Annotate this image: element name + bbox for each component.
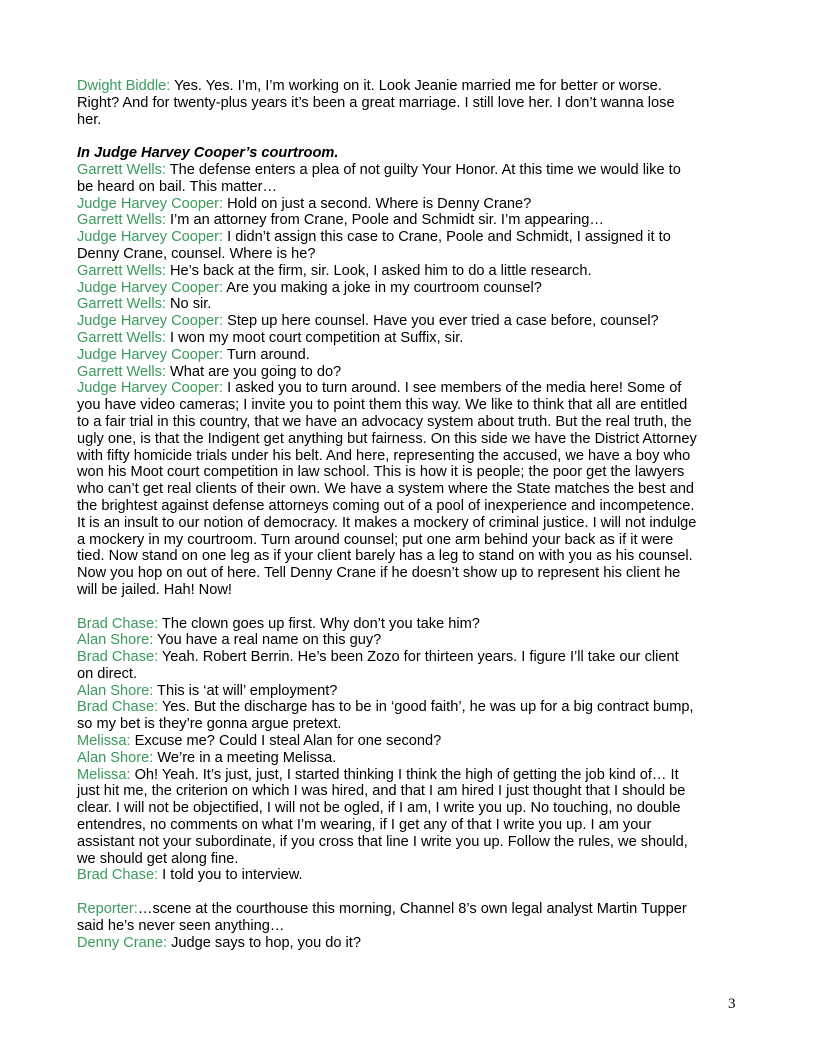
speaker-name: Brad Chase:: [77, 699, 159, 716]
speaker-name: Alan Shore:: [77, 632, 154, 649]
dialogue-line: [77, 867, 697, 884]
speaker-name: Melissa:: [77, 733, 131, 750]
dialogue-text: I’m an attorney from Crane, Poole and Schmidt sir. I’m appearing…: [165, 212, 604, 229]
dialogue-text: I asked you to turn around. I see members of the media here! Some of you have video cameras; I invite you to point them this way. We like to think that all are entitled to a fair trial in this country, that we have an advocacy system about truth. But the real truth, the ugly one, is that the Indigent get anything but fairness. On this side we have the District Attorney with fifty homicide trials under his belt. And here, representing the accused, we have a boy who won his Moot court competition in law school. This is how it is people; the poor get the lawyers who can’t get real clients of their own. We have a system where the State matches the best and the brightest against defense attorneys coming out of a pool of inexperience and incompetence. It is an insult to our notion of democracy. It makes a mockery of criminal justice. I will not indulge a mockery in my courtroom. Turn around counsel; put one arm behind your back as if it were tied. Now stand on one leg as if your client barely has a leg to stand on with you as his counsel. Now you hop on out of here. Tell Denny Crane if he doesn’t show up to represent his client he will be jailed. Hah! Now!: [77, 380, 697, 598]
speaker-name: Brad Chase:: [77, 649, 159, 666]
dialogue-text: I told you to interview.: [158, 867, 303, 884]
paragraph-gap: [77, 599, 697, 616]
speaker-name: Judge Harvey Cooper:: [77, 229, 224, 246]
dialogue-line: [77, 313, 697, 330]
dialogue-text: Hold on just a second. Where is Denny Crane?: [223, 195, 532, 212]
dialogue-text: Judge says to hop, you do it?: [167, 934, 361, 951]
speaker-name: Garrett Wells:: [77, 262, 166, 279]
dialogue-text: The clown goes up first. Why don’t you take him?: [158, 615, 480, 632]
dialogue-text: He’s back at the firm, sir. Look, I asked him to do a little research.: [165, 262, 592, 279]
dialogue-line: [77, 699, 697, 733]
dialogue-line: [77, 380, 697, 598]
speaker-name: Garrett Wells:: [77, 329, 166, 346]
speaker-name: Alan Shore:: [77, 682, 154, 699]
dialogue-text: …scene at the courthouse this morning, Channel 8’s own legal analyst Martin Tupper said he’s never seen anything…: [77, 901, 687, 934]
dialogue-text: I didn’t assign this case to Crane, Poole and Schmidt, I assigned it to Denny Crane, counsel. Where is he?: [77, 229, 671, 262]
dialogue-text: What are you going to do?: [165, 363, 342, 380]
dialogue-text: This is ‘at will’ employment?: [153, 682, 338, 699]
dialogue-line: [77, 196, 697, 213]
speaker-name: Garrett Wells:: [77, 161, 166, 178]
speaker-name: Brad Chase:: [77, 615, 159, 632]
scene-heading: In Judge Harvey Cooper’s courtroom.: [77, 145, 339, 162]
dialogue-line: [77, 78, 697, 128]
dialogue-line: [77, 347, 697, 364]
dialogue-line: [77, 616, 697, 633]
speaker-name: Garrett Wells:: [77, 296, 166, 313]
speaker-name: Garrett Wells:: [77, 363, 166, 380]
dialogue-text: I won my moot court competition at Suffix, sir.: [165, 329, 464, 346]
speaker-name: Melissa:: [77, 766, 131, 783]
speaker-name: Judge Harvey Cooper:: [77, 380, 224, 397]
dialogue-text: Yeah. Robert Berrin. He’s been Zozo for thirteen years. I figure I’ll take our client on direct.: [77, 649, 679, 682]
dialogue-line: [77, 750, 697, 767]
speaker-name: Dwight Biddle:: [77, 78, 171, 94]
dialogue-line: [77, 280, 697, 297]
dialogue-text: No sir.: [165, 296, 212, 313]
dialogue-text: We’re in a meeting Melissa.: [153, 749, 337, 766]
dialogue-line: [77, 649, 697, 683]
dialogue-line: [77, 935, 697, 952]
speaker-name: Garrett Wells:: [77, 212, 166, 229]
dialogue-line: [77, 229, 697, 263]
dialogue-text: Turn around.: [223, 346, 310, 363]
dialogue-text: You have a real name on this guy?: [153, 632, 382, 649]
dialogue-text: The defense enters a plea of not guilty Your Honor. At this time we would like to be heard on bail. This matter…: [77, 161, 681, 195]
dialogue-line: [77, 296, 697, 313]
speaker-name: Judge Harvey Cooper:: [77, 195, 224, 212]
dialogue-text: Yes. But the discharge has to be in ‘good faith’, he was up for a big contract bump, so my bet is they’re gonna argue pretext.: [77, 699, 694, 733]
dialogue-line: [77, 330, 697, 347]
dialogue-line: [77, 632, 697, 649]
paragraph-gap: [77, 884, 697, 901]
dialogue-line: [77, 212, 697, 229]
speaker-name: Alan Shore:: [77, 749, 154, 766]
speaker-name: Brad Chase:: [77, 867, 159, 884]
dialogue-text: Excuse me? Could I steal Alan for one second?: [130, 733, 442, 750]
speaker-name: Judge Harvey Cooper:: [77, 346, 224, 363]
dialogue-text: Oh! Yeah. It’s just, just, I started thinking I think the high of getting the job kind of… It just hit me, the criterion on which I was hired, and that I am hired I just thought that I should be clear. I will not be objectified, I will not be ogled, if I am, I write you up. No touching, no double entendres, no comments on what I’m wearing, if I get any of that I write you up. I am your assistant not your subordinate, if you cross that line I write you up. Follow the rules, we should, we should get along fine.: [77, 766, 688, 867]
paragraph-gap: [77, 128, 697, 145]
transcript-body: [77, 78, 697, 951]
dialogue-line: [77, 733, 697, 750]
speaker-name: Judge Harvey Cooper:: [77, 313, 224, 330]
dialogue-line: [77, 683, 697, 700]
dialogue-line: [77, 162, 697, 196]
dialogue-text: Step up here counsel. Have you ever tried a case before, counsel?: [223, 313, 659, 330]
page-number: 3: [728, 996, 736, 1012]
speaker-name: Reporter:: [77, 901, 138, 918]
speaker-name: Denny Crane:: [77, 934, 168, 951]
dialogue-text: Yes. Yes. I’m, I’m working on it. Look Jeanie married me for better or worse. Right? And for twenty-plus years it’s been a great marriage. I still love her. I don’t wanna lose her.: [77, 78, 675, 128]
dialogue-line: [77, 364, 697, 381]
dialogue-text: Are you making a joke in my courtroom counsel?: [223, 279, 542, 296]
dialogue-line: [77, 767, 697, 868]
dialogue-line: [77, 901, 697, 935]
speaker-name: Judge Harvey Cooper:: [77, 279, 224, 296]
dialogue-line: [77, 263, 697, 280]
